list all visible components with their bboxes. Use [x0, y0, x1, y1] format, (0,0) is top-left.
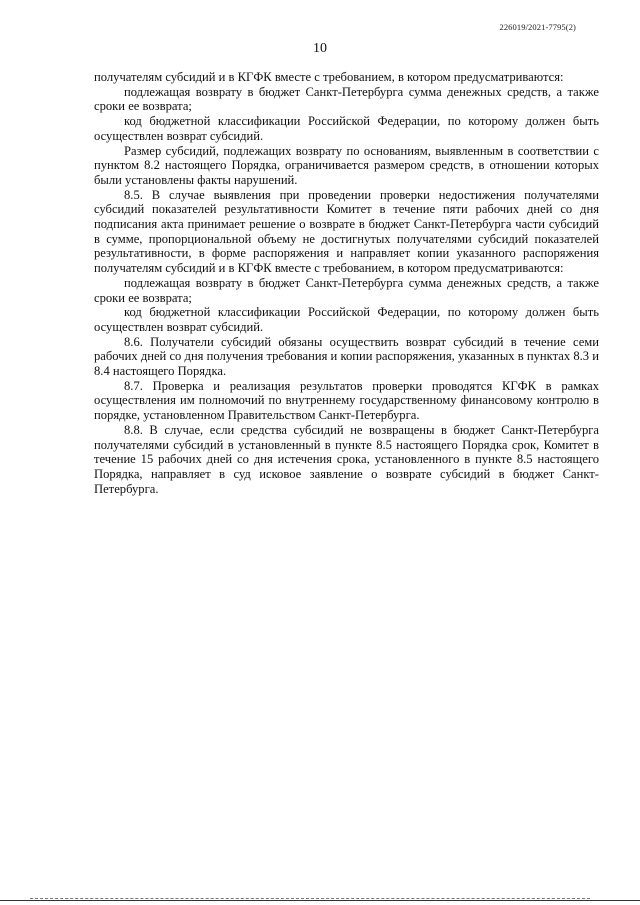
paragraph-8-5: 8.5. В случае выявления при проведении проверки недостижения получателями субсидий показателей результативности Комитет в течение пяти рабочих дней со дня подписания акта принимает решение о возврате в бюджет Санкт-Петербурга части субсидий в сумме, пропорциональной объему не достигнутых получателями субсидий показателей результативности, в форме распоряжения и направляет копии указанного распоряжения получателям субсидий и в КГФК вместе с требованием, в котором предусматриваются: — [94, 187, 599, 276]
paragraph: код бюджетной классификации Российской Федерации, по которому должен быть осуществлен возврат субсидий. — [94, 114, 599, 143]
document-body — [94, 70, 599, 496]
scan-bottom-edge — [0, 900, 640, 901]
paragraph: подлежащая возврату в бюджет Санкт-Петербурга сумма денежных средств, а также сроки ее возврата; — [94, 275, 599, 305]
scan-edge-artifact — [30, 898, 590, 899]
paragraph: Размер субсидий, подлежащих возврату по основаниям, выявленным в соответствии с пунктом 8.2 настоящего Порядка, ограничивается размером средств, в отношении которых были установлены факты нарушений. — [94, 143, 599, 187]
paragraph-8-8: 8.8. В случае, если средства субсидий не возвращены в бюджет Санкт-Петербурга получателями субсидий в установленный в пункте 8.5 настоящего Порядка срок, Комитет в течение 15 рабочих дней со дня истечения срока, установленного в пункте 8.5 настоящего Порядка, направляет в суд исковое заявление о возврате субсидий в бюджет Санкт-Петербурга. — [94, 422, 599, 496]
paragraph: получателям субсидий и в КГФК вместе с требованием, в котором предусматриваются: — [94, 70, 564, 84]
page-number: 10 — [313, 41, 327, 56]
paragraph-8-7: 8.7. Проверка и реализация результатов проверки проводятся КГФК в рамках осуществления им полномочий по внутреннему государственному финансовому контролю в порядке, установленном Правительством Санкт-Петербурга. — [94, 378, 599, 423]
paragraph: подлежащая возврату в бюджет Санкт-Петербурга сумма денежных средств, а также сроки ее возврата; — [94, 84, 599, 114]
paragraph: код бюджетной классификации Российской Федерации, по которому должен быть осуществлен возврат субсидий. — [94, 305, 599, 334]
paragraph-8-6: 8.6. Получатели субсидий обязаны осуществить возврат субсидий в течение семи рабочих дней со дня получения требования и копии распоряжения, указанных в пунктах 8.3 и 8.4 настоящего Порядка. — [94, 334, 599, 379]
document-registration-number: 226019/2021-7795(2) — [499, 22, 576, 32]
